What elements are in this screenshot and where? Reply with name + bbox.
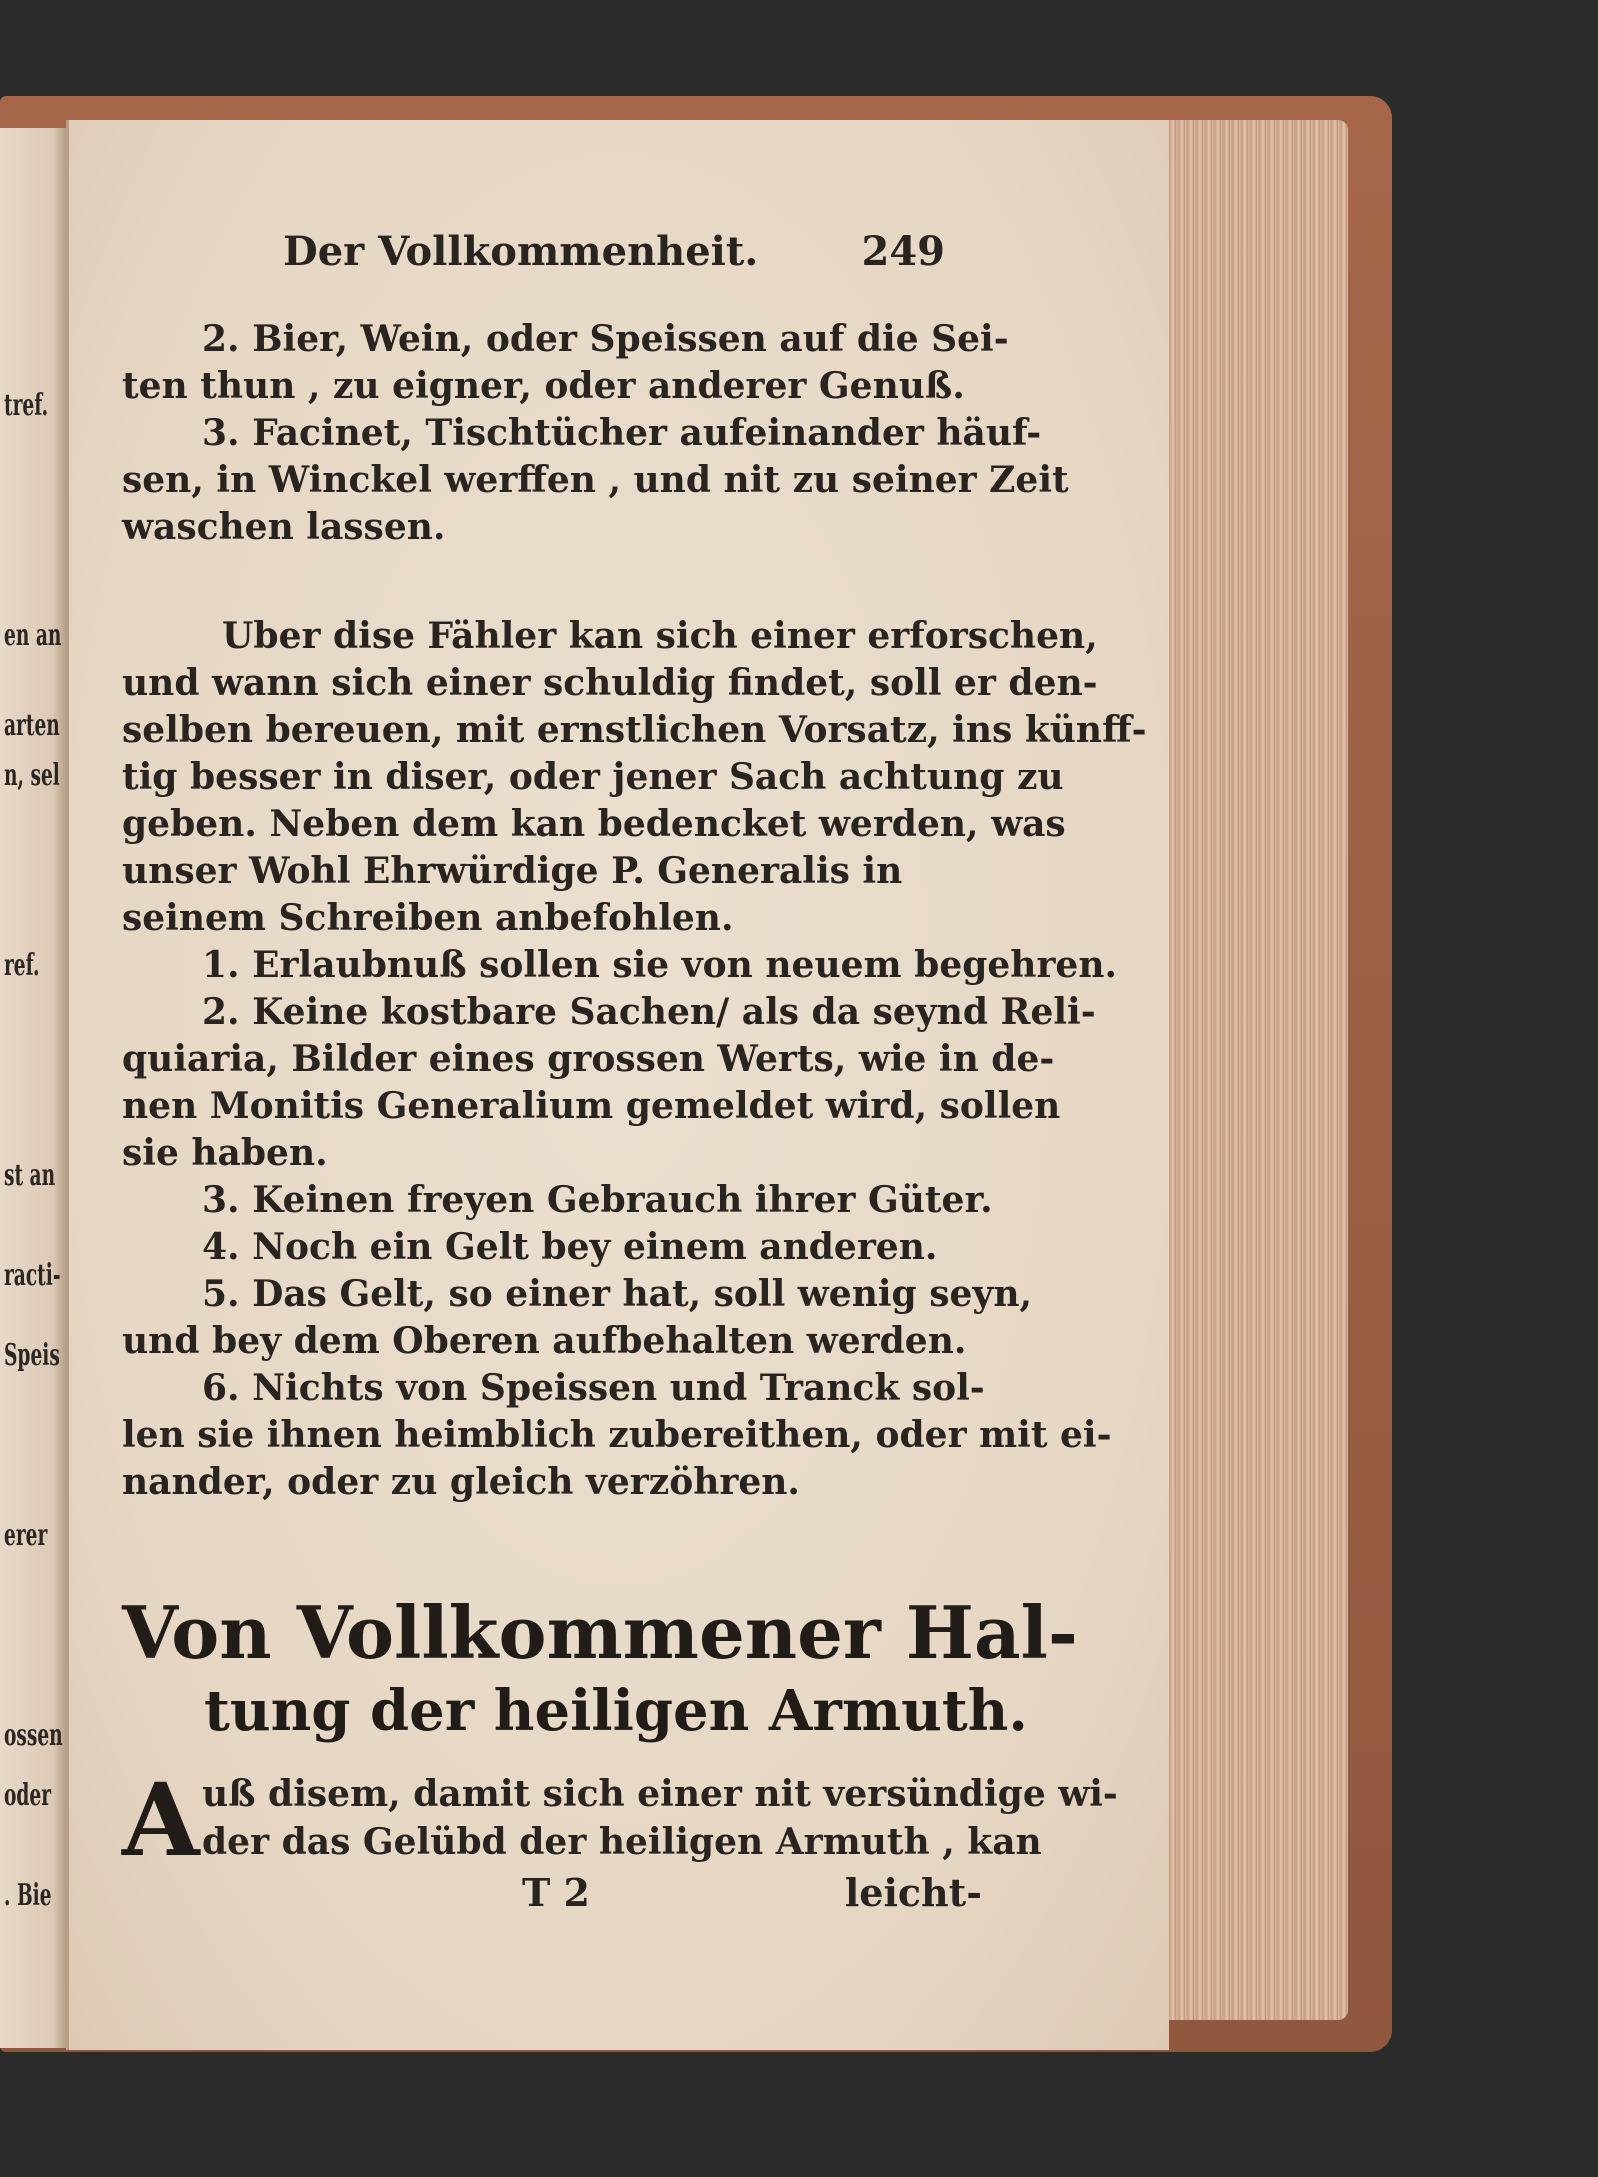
running-head-title: Der Vollkommenheit. bbox=[283, 228, 759, 275]
left-fragment: n, sel bbox=[4, 758, 60, 793]
left-fragment: erer bbox=[4, 1518, 48, 1553]
section-heading bbox=[122, 1590, 1078, 1746]
text-line: geben. Neben dem kan bedencket werden, was bbox=[122, 803, 1066, 845]
text-line: unser Wohl Ehrwürdige P. Generalis in bbox=[122, 850, 903, 892]
left-page-edge bbox=[0, 128, 66, 2048]
left-fragment: racti- bbox=[4, 1258, 61, 1293]
text-line: 2. Bier, Wein, oder Speissen auf die Sei- bbox=[202, 318, 1009, 360]
text-line: waschen lassen. bbox=[122, 506, 446, 548]
paragraph-gap bbox=[122, 551, 977, 613]
drop-cap: A bbox=[122, 1761, 200, 1879]
text-line: und wann sich einer schuldig findet, soll er den- bbox=[122, 662, 1098, 704]
left-fragment: en an bbox=[4, 618, 62, 653]
text-line: und bey dem Oberen aufbehalten werden. bbox=[122, 1320, 967, 1362]
left-fragment: Speis bbox=[4, 1338, 60, 1373]
text-line: nander, oder zu gleich verzöhren. bbox=[122, 1461, 800, 1503]
page-number: 249 bbox=[861, 228, 945, 275]
left-fragment: tref. bbox=[4, 388, 49, 423]
text-line: 5. Das Gelt, so einer hat, soll wenig seyn, bbox=[202, 1273, 1033, 1315]
page-edges bbox=[1158, 120, 1348, 2020]
running-head bbox=[215, 228, 945, 284]
text-line: nen Monitis Generalium gemeldet wird, sollen bbox=[122, 1085, 1061, 1127]
left-fragment: ref. bbox=[4, 948, 40, 983]
left-fragment: oder bbox=[4, 1778, 52, 1813]
signature-mark: T 2 bbox=[522, 1870, 590, 1915]
catchword: leicht- bbox=[844, 1870, 982, 1915]
left-fragment: st an bbox=[4, 1158, 56, 1193]
text-line: 2. Keine kostbare Sachen/ als da seynd Reli- bbox=[202, 991, 1096, 1033]
text-line: 6. Nichts von Speissen und Tranck sol- bbox=[202, 1367, 985, 1409]
text-line: sie haben. bbox=[122, 1132, 328, 1174]
text-line: 1. Erlaubnuß sollen sie von neuem begehren. bbox=[202, 944, 1118, 986]
page-footer bbox=[122, 1870, 982, 1920]
left-fragment: arten bbox=[4, 708, 60, 743]
text-line: quiaria, Bilder eines grossen Werts, wie in de- bbox=[122, 1038, 1055, 1080]
text-line: 4. Noch ein Gelt bey einem anderen. bbox=[202, 1226, 938, 1268]
text-line: selben bereuen, mit ernstlichen Vorsatz, ins künff- bbox=[122, 709, 1147, 751]
text-line: der das Gelübd der heiligen Armuth , kan bbox=[202, 1821, 1042, 1863]
left-fragment: ossen bbox=[4, 1718, 63, 1753]
text-line: 3. Facinet, Tischtücher aufeinander häuf- bbox=[202, 412, 1042, 454]
text-line: seinem Schreiben anbefohlen. bbox=[122, 897, 734, 939]
text-line: 3. Keinen freyen Gebrauch ihrer Güter. bbox=[202, 1179, 993, 1221]
text-line: Uber dise Fähler kan sich einer erforschen, bbox=[222, 615, 1098, 657]
text-line: tig besser in diser, oder jener Sach achtung zu bbox=[122, 756, 1064, 798]
section-heading-line: tung der heiligen Armuth. bbox=[204, 1678, 1028, 1744]
text-line: len sie ihnen heimblich zubereithen, oder mit ei- bbox=[122, 1414, 1112, 1456]
left-fragment: . Bie bbox=[4, 1878, 52, 1913]
text-line: uß disem, damit sich einer nit versündige wi- bbox=[202, 1773, 1118, 1815]
text-line: sen, in Winckel werffen , und nit zu seiner Zeit bbox=[122, 459, 1069, 501]
section-heading-line: Von Vollkommener Hal- bbox=[122, 1590, 1078, 1675]
text-line: ten thun , zu eigner, oder anderer Genuß. bbox=[122, 365, 965, 407]
opening-paragraph bbox=[122, 1761, 1118, 1879]
